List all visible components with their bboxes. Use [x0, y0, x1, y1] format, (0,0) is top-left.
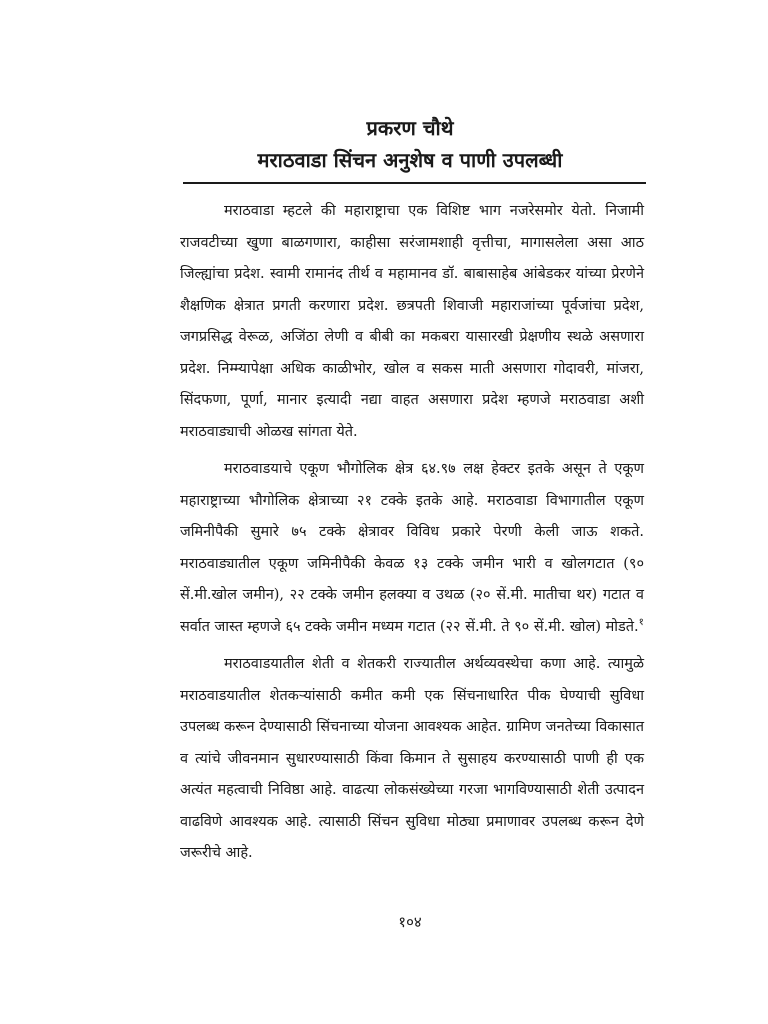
title-underline [183, 182, 646, 184]
chapter-title: मराठवाडा सिंचन अनुशेष व पाणी उपलब्धी [257, 148, 563, 172]
body-text [180, 196, 644, 876]
chapter-heading: प्रकरण चौथे [366, 116, 454, 140]
paragraph-2 [180, 454, 644, 643]
page-number: १०४ [398, 913, 422, 931]
paragraph-1: मराठवाडा म्हटले की महाराष्ट्राचा एक विशिष्ट भाग नजरेसमोर येतो. निजामी राजवटीच्या खुणा बाळगणारा, काहीसा सरंजामशाही वृत्तीचा, मागासलेला असा आठ जिल्ह्यांचा प्रदेश. स्वामी रामानंद तीर्थ व महामानव डॉ. बाबासाहेब आंबेडकर यांच्या प्रेरणेने शैक्षणिक क्षेत्रात प्रगती करणारा प्रदेश. छत्रपती शिवाजी महाराजांच्या पूर्वजांचा प्रदेश, जगप्रसिद्ध वेरूळ, अजिंठा लेणी व बीबी का मकबरा यासारखी प्रेक्षणीय स्थळे असणारा प्रदेश. निम्म्यापेक्षा अधिक काळीभोर, खोल व सकस माती असणारा गोदावरी, मांजरा, सिंदफणा, पूर्णा, मानार इत्यादी नद्या वाहत असणारा प्रदेश म्हणजे मराठवाडा अशी मराठवाड्याची ओळख सांगता येते. [180, 203, 644, 440]
paragraph-2-text: मराठवाडयाचे एकूण भौगोलिक क्षेत्र ६४.९७ लक्ष हेक्टर इतके असून ते एकूण महाराष्ट्राच्या भौगोलिक क्षेत्राच्या २१ टक्के इतके आहे. मराठवाडा विभागातील एकूण जमिनीपैकी सुमारे ७५ टक्के क्षेत्रावर विविध प्रकारे पेरणी केली जाऊ शकते. मराठवाड्यातील एकूण जमिनीपैकी केवळ १३ टक्के जमीन भारी व खोलगटात (९० सें.मी.खोल जमीन), २२ टक्के जमीन हलक्या व उथळ (२० सें.मी. मातीचा थर) गटात व सर्वात जास्त म्हणजे ६५ टक्के जमीन मध्यम गटात (२२ सें.मी. ते ९० सें.मी. खोल) मोडते. [180, 461, 644, 635]
paragraph-3: मराठवाडयातील शेती व शेतकरी राज्यातील अर्थव्यवस्थेचा कणा आहे. त्यामुळे मराठवाडयातील शेतकऱ्यांसाठी कमीत कमी एक सिंचनाधारित पीक घेण्याची सुविधा उपलब्ध करून देण्यासाठी सिंचनाच्या योजना आवश्यक आहेत. ग्रामिण जनतेच्या विकासात व त्यांचे जीवनमान सुधारण्यासाठी किंवा किमान ते सुसाहय करण्यासाठी पाणी ही एक अत्यंत महत्वाची निविष्ठा आहे. वाढत्या लोकसंख्येच्या गरजा भागविण्यासाठी शेती उत्पादन वाढविणे आवश्यक आहे. त्यासाठी सिंचन सुविधा मोठ्या प्रमाणावर उपलब्ध करून देणे जरूरीचे आहे. [180, 656, 644, 861]
footnote-marker: १ [638, 616, 644, 628]
